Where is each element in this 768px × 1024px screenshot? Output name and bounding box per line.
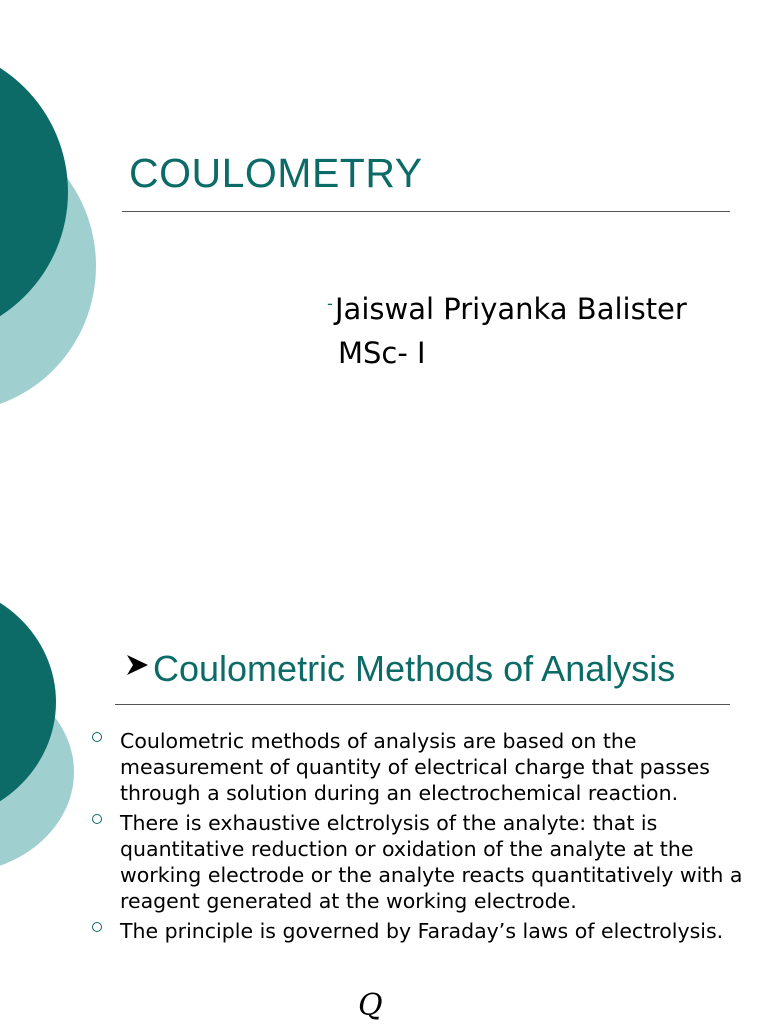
circle-bullet-icon (92, 922, 102, 932)
circle-bullet-icon (92, 732, 102, 742)
author-dash: - (327, 294, 333, 313)
content-slide (0, 580, 768, 1024)
bullet-list (90, 728, 750, 948)
circle-bullet-icon (92, 814, 102, 824)
list-item (90, 810, 750, 914)
bullet-text: The principle is governed by Faraday’s laws of electrolysis. (120, 919, 724, 943)
title-underline (122, 211, 730, 212)
title-underline (115, 704, 730, 705)
slide-title: Coulometric Methods of Analysis (153, 648, 676, 689)
arrow-bullet-icon (124, 652, 150, 682)
slide-title: COULOMETRY (129, 150, 423, 196)
list-item (90, 728, 750, 806)
formula-fragment: Q (358, 988, 383, 1023)
bullet-text: There is exhaustive elctrolysis of the analyte: that is quantitative reduction or oxidation of the analyte at the working electrode or the analyte reacts quantitatively with a reagent generated at the working electrode. (120, 811, 743, 913)
author-degree: MSc- I (338, 336, 426, 370)
list-item (90, 918, 750, 944)
bullet-text: Coulometric methods of analysis are based on the measurement of quantity of electrical charge that passes through a solution during an electrochemical reaction. (120, 729, 710, 805)
author-name: Jaiswal Priyanka Balister (335, 292, 687, 326)
